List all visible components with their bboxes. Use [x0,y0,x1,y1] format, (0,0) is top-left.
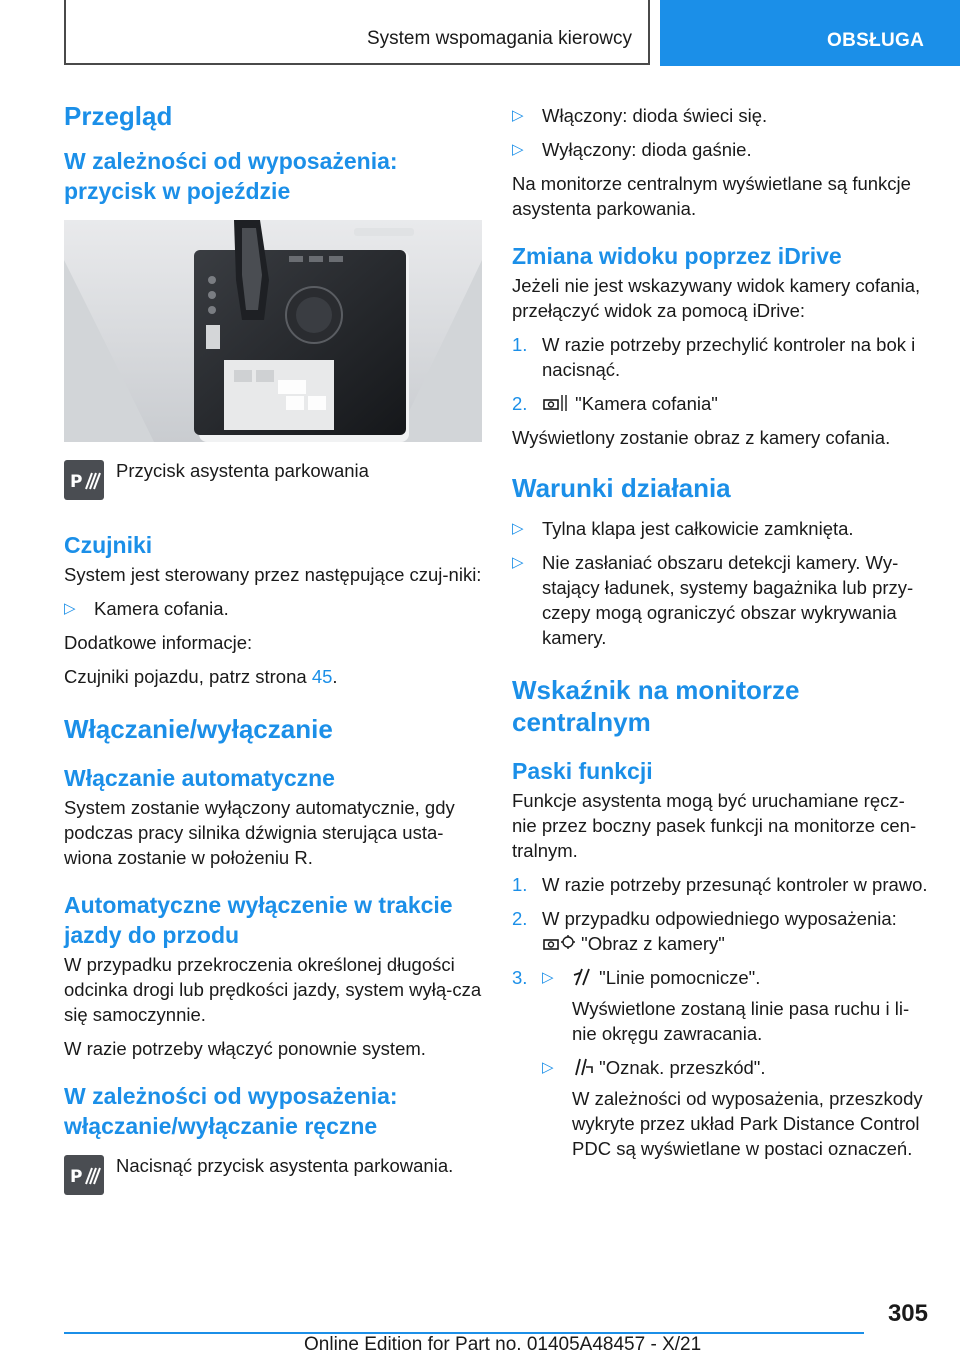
heading-conditions: Warunki działania [512,473,731,503]
manual-text: Nacisnąć przycisk asystenta parkowania. [116,1155,454,1176]
page-header [0,0,960,68]
view-text: Jeżeli nie jest wskazywany widok kamery cofania, przełączyć widok za pomocą iDrive: [512,275,921,321]
list-item: ▷ Nie zasłaniać obszaru detekcji kamery. Wy-stający ładunek, systemy bagażnika lub przy-czepy mogą ograniczyć obszar wykrywania kamery. [512,552,914,648]
heading-indicator: Wskaźnik na monitorze centralnym [512,675,800,737]
svg-text:P: P [70,472,83,492]
parking-assist-button-icon [64,460,104,500]
list-item: ▷ Wyłączony: dioda gaśnie. [512,139,752,160]
console-photo-drawing [64,220,482,442]
caption-row [64,460,482,500]
parking-assist-button-icon [64,1155,104,1195]
right-column [512,100,928,1161]
list-item: 2. W przypadku odpowiedniego wyposażenia: "Obraz z kamery" [512,908,897,954]
bars-text: Funkcje asystenta mogą być uruchamiane ręcz-nie przez boczny pasek funkcji na monitorze cen-tralnym. [512,790,917,861]
guide-lines-icon [572,965,594,987]
console-photo [64,220,482,442]
heading-button: W zależności od wyposażenia: przycisk w pojeździe [64,148,398,204]
list-item: ▷ Włączony: dioda świeci się. [512,105,768,126]
heading-autooff: Automatyczne wyłączenie w trakcie jazdy do przodu [64,892,453,948]
auto-text: System zostanie wyłączony automatycznie, gdy podczas pracy silnika dźwignia sterująca usta-wiona zostanie w położeniu R. [64,797,455,868]
camera-view-icon [542,933,576,953]
b4-description: W zależności od wyposażenia, przeszkody wykryte przez układ Park Distance Control PDC są wyświetlane w postaci oznaczeń. [572,1088,923,1159]
svg-text:P: P [70,1167,83,1187]
left-column [64,100,482,1195]
heading-overview: Przegląd [64,101,173,131]
display-text: Na monitorze centralnym wyświetlane są funkcje asystenta parkowania. [512,173,911,219]
heading-manual: W zależności od wyposażenia: włączanie/wyłączanie ręczne [64,1083,398,1139]
section-tab-label: OBSŁUGA [827,30,925,51]
page-link[interactable]: 45 [311,666,333,687]
extra-info-label: Dodatkowe informacje: [64,632,253,653]
list-item: ▷ Kamera cofania. [64,598,229,619]
page-number: 305 [887,1300,928,1327]
photo-caption: Przycisk asystenta parkowania [116,460,369,481]
heading-onoff: Włączanie/wyłączanie [64,714,333,744]
list-item: 1. W razie potrzeby przesunąć kontroler w prawo. [512,874,928,895]
sensors-reference: Czujniki pojazdu, patrz strona 45. [64,666,338,687]
rear-camera-icon [542,393,570,413]
autooff-text: W przypadku przekroczenia określonej długości odcinka drogi lub prędkości jazdy, system wyłą-cza się samoczynnie. [64,954,482,1025]
heading-sensors: Czujniki [64,532,153,558]
section-tab[interactable] [660,0,960,66]
list-item: 1. W razie potrzeby przechylić kontroler na bok i nacisnąć. [512,334,916,380]
heading-view: Zmiana widoku poprzez iDrive [512,243,842,269]
manual-row [64,1155,482,1195]
heading-auto: Włączanie automatyczne [64,765,335,791]
list-item: 2. "Kamera cofania" [512,393,718,414]
obstacle-marking-icon [572,1055,594,1077]
list-item: 3. ▷ "Linie pomocnicze". Wyświetlone zostaną linie pasa ruchu i li-nie okręgu zawracania. ▷ "Oznak. przeszkód". W zależności od wyposażenia, przeszkody wykryte przez układ Park Distance Control PDC są wyświetlane w postaci oznaczeń. [512,965,928,1161]
header-title-box [64,0,650,65]
sensors-text: System jest sterowany przez następujące czuj-niki: [64,564,482,585]
chapter-title: System wspomagania kierowcy [366,28,632,49]
heading-bars: Paski funkcji [512,758,653,784]
autooff-text-2: W razie potrzeby włączyć ponownie system. [64,1038,426,1059]
b3-description: Wyświetlone zostaną linie pasa ruchu i li-nie okręgu zawracania. [572,998,910,1044]
list-item: ▷ Tylna klapa jest całkowicie zamknięta. [512,518,854,539]
edition-text: Online Edition for Part no. 01405A48457 - X/21 [304,1334,702,1355]
result-text: Wyświetlony zostanie obraz z kamery cofania. [512,427,891,448]
